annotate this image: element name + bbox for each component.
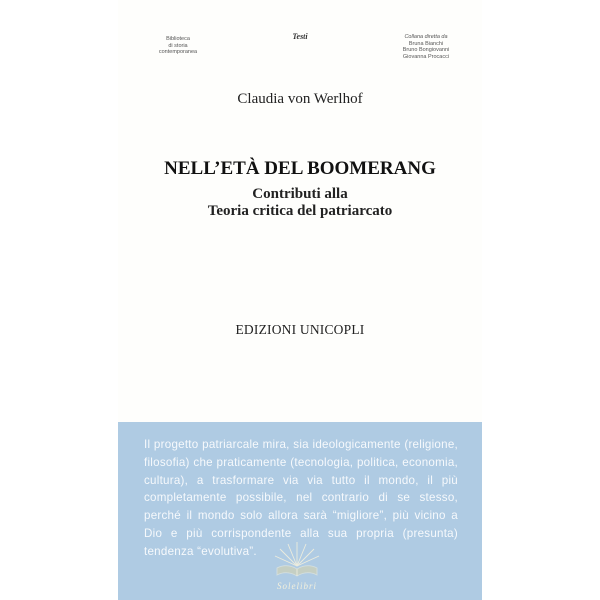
series-editors	[392, 34, 460, 60]
book-author: Claudia von Werlhof	[237, 91, 363, 107]
publisher-name: EDIZIONI UNICOPLI	[235, 322, 365, 337]
subtitle-line: Contributi alla	[252, 186, 348, 202]
series-name: Testi	[292, 32, 308, 41]
series-left-line: di storia	[168, 42, 188, 49]
book-subtitle	[118, 186, 482, 220]
blurb-panel	[118, 422, 482, 600]
blurb-text: Il progetto patriarcale mira, sia ideologicamente (religione, filosofia) che praticamente (tecnologia, politica, economia, cultura), a trasformare via via tutto il mondo, il più completamente possibile, nel contrario di se stesso, perché il mondo solo allora sarà “migliore”, più vicino a Dio e più corrispondente alla sua propria (presunta) tendenza “evolutiva”.	[144, 438, 458, 558]
open-book-sun-icon	[271, 540, 323, 580]
editor-name: Bruna Bianchi	[408, 40, 444, 47]
logo-text: Solelibri	[277, 581, 317, 591]
series-left-line: contemporanea	[158, 49, 198, 55]
editor-name: Giovanna Procacci	[402, 53, 450, 60]
solelibri-logo	[262, 540, 332, 596]
editor-name: Bruno Bongiovanni	[402, 47, 450, 53]
subtitle-line: Teoria critica del patriarcato	[207, 203, 393, 219]
book-title: NELL’ETÀ DEL BOOMERANG	[164, 158, 436, 179]
book-cover	[118, 0, 482, 600]
editors-label: Collana diretta da	[404, 34, 448, 40]
series-left-line: Biblioteca	[166, 36, 190, 42]
